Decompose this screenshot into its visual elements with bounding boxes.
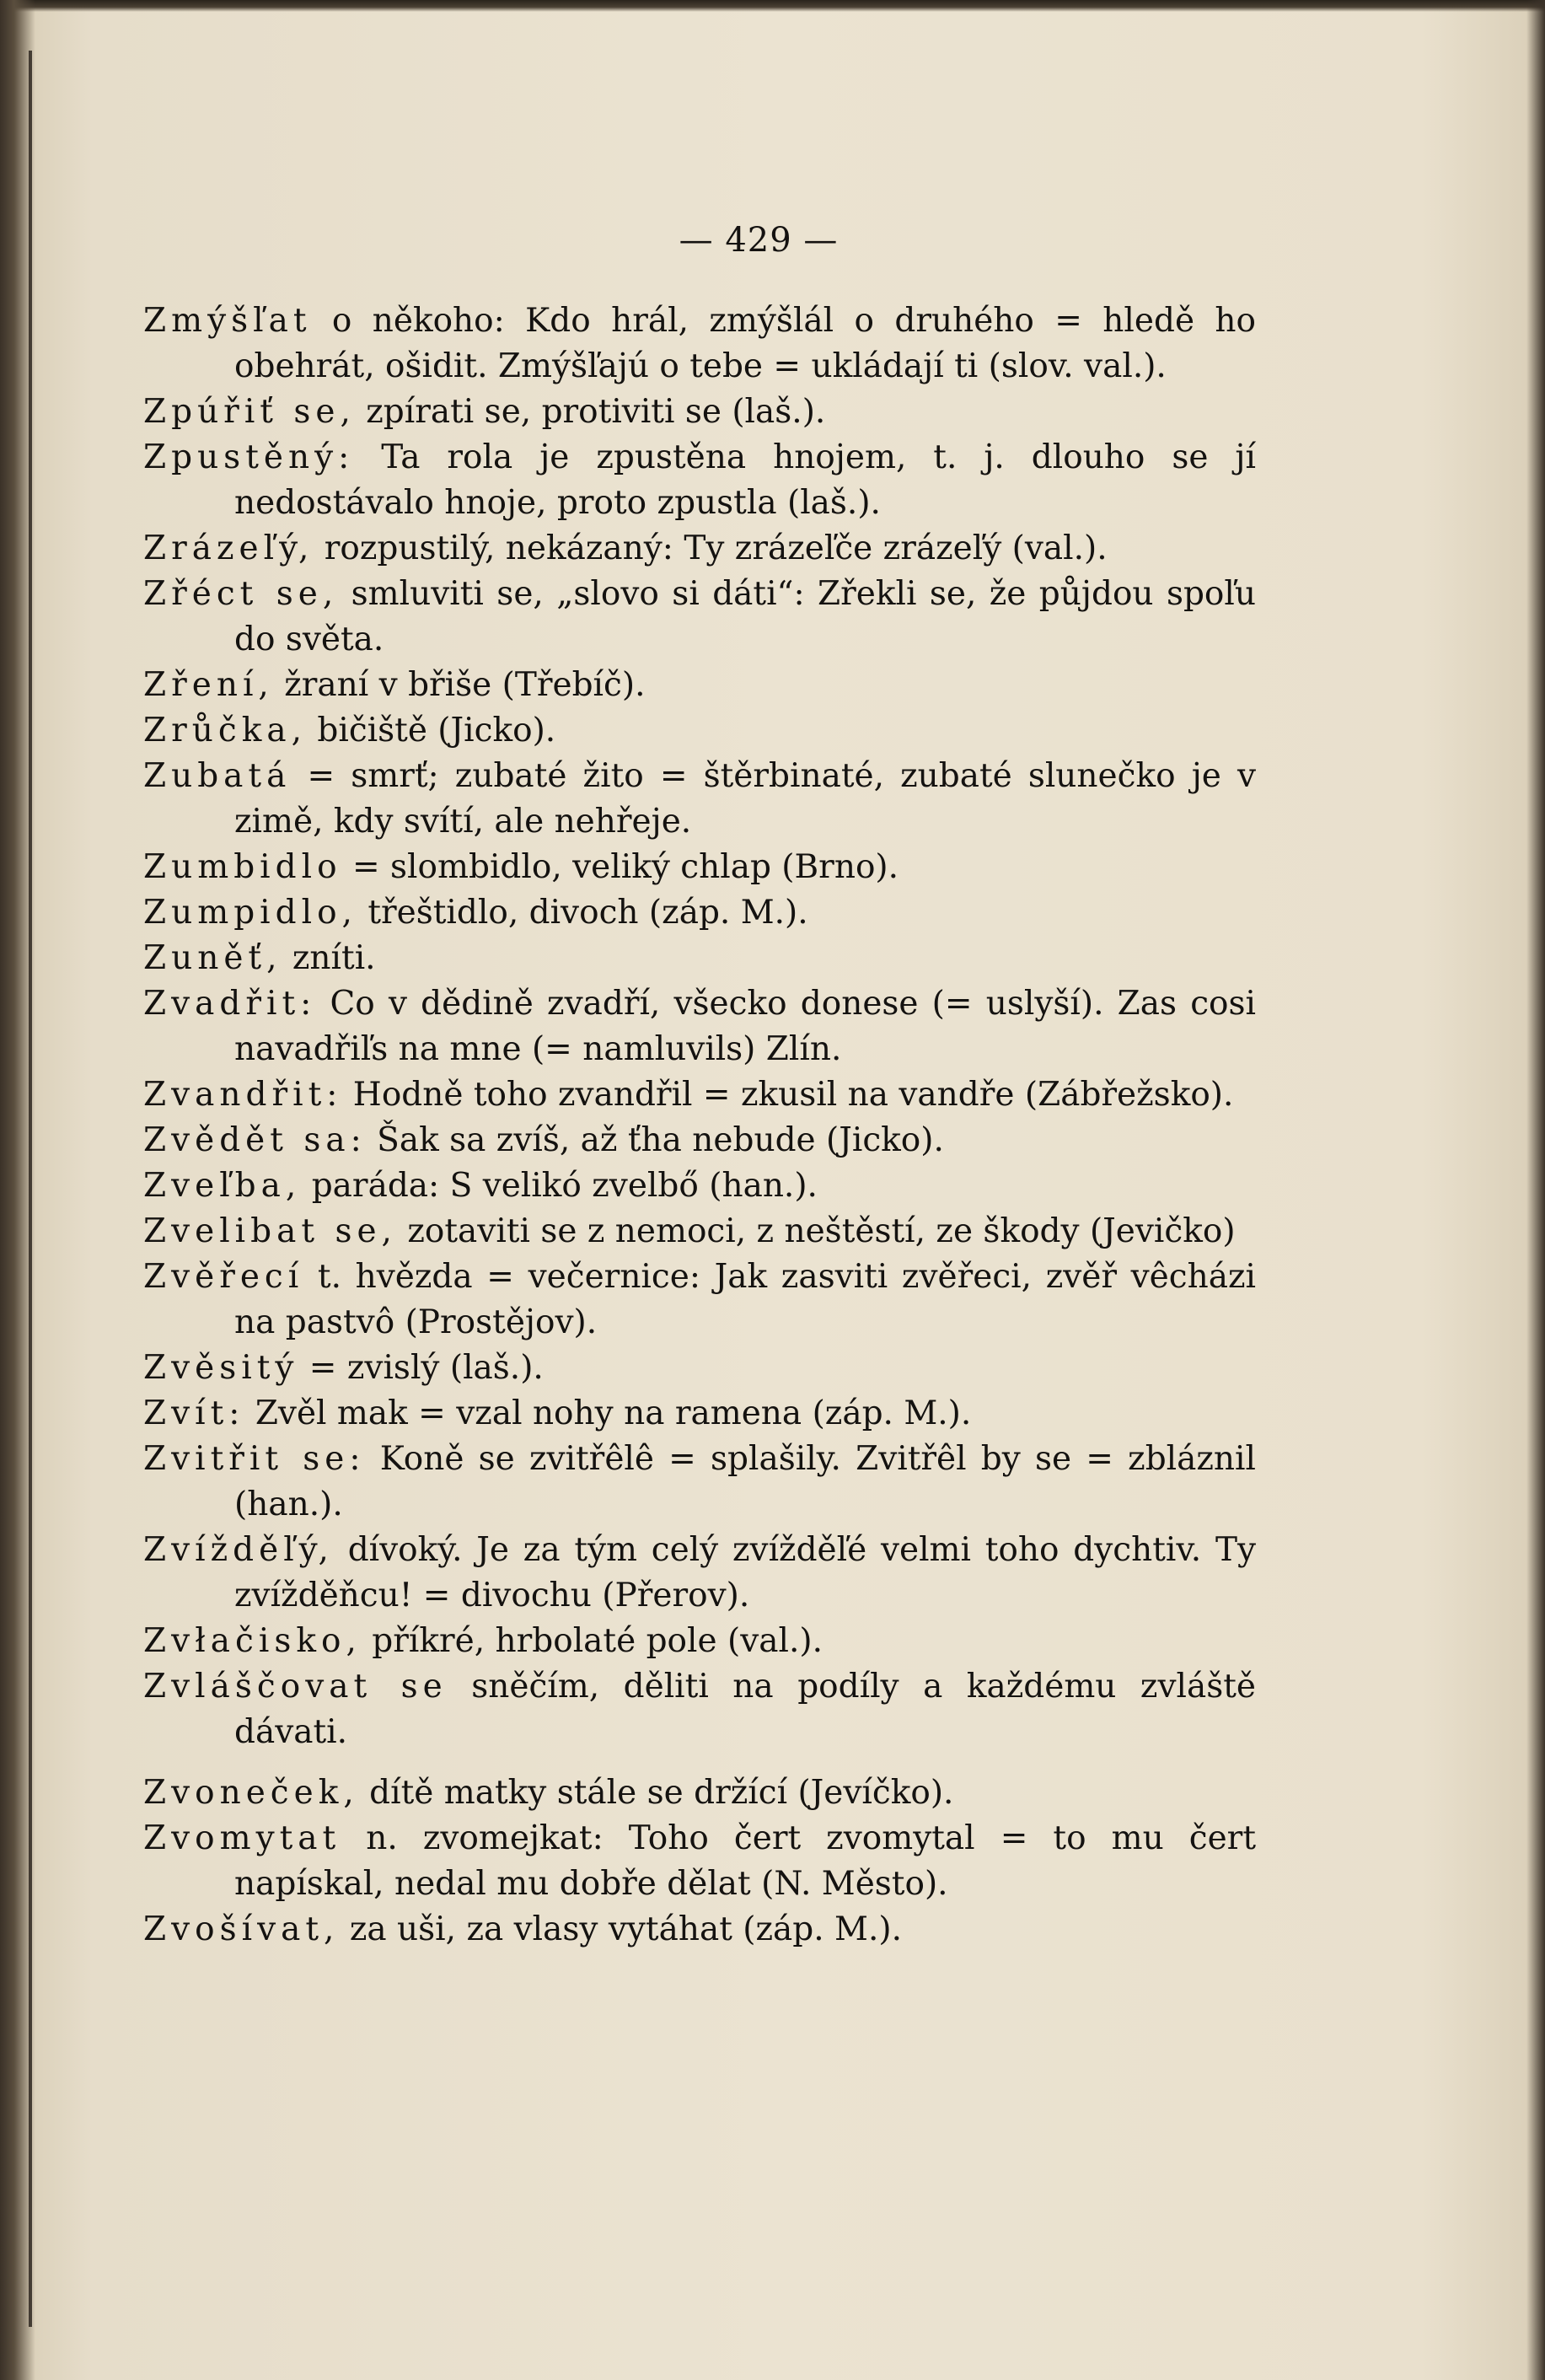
entry-definition: = smrť; zubaté žito = štěrbinaté, zubaté slunečko je v zimě, kdy svítí, ale nehřeje. — [234, 757, 1256, 841]
entry-headword: Zumbidlo — [143, 848, 342, 886]
dictionary-entry — [143, 845, 1256, 890]
dictionary-entry — [143, 1907, 1256, 1953]
dictionary-entry — [143, 663, 1256, 708]
entry-headword: Zvłačisko, — [143, 1622, 362, 1660]
entry-headword: Zvoneček, — [143, 1774, 359, 1812]
entry-definition: Zvěl mak = vzal nohy na ramena (záp. M.). — [244, 1394, 972, 1432]
entry-definition: paráda: S velikó zvelbő (han.). — [301, 1167, 818, 1205]
dictionary-entry — [143, 1816, 1256, 1907]
entry-definition: n. zvomejkat: Toho čert zvomytal = to mu čert napískal, nedal mu dobře dělat (N. Město). — [234, 1819, 1256, 1903]
entry-headword: Zpustěný: — [143, 438, 355, 476]
entry-definition: zníti. — [282, 939, 376, 977]
entry-definition: Šak sa zvíš, až ťha nebude (Jicko). — [366, 1121, 944, 1159]
entry-headword: Zvitřit se: — [143, 1440, 366, 1478]
entry-headword: Zvědět sa: — [143, 1121, 367, 1159]
entry-definition: zotaviti se z nemoci, z neštěstí, ze škody (Jevičko) — [396, 1212, 1236, 1250]
entry-definition: Koně se zvitřêlê = splašily. Zvitřêl by se = zbláznil (han.). — [234, 1440, 1256, 1523]
entry-headword: Zrázeľý, — [143, 529, 314, 567]
entry-headword: Zuněť, — [143, 939, 282, 977]
page-top-edge — [0, 0, 1545, 12]
entry-definition: dívoký. Je za tým celý zvížděľé velmi toho dychtiv. Ty zvížděňcu! = divochu (Přerov). — [234, 1531, 1256, 1614]
dictionary-entry — [143, 1770, 1256, 1816]
entry-definition: sněčím, děliti na podíly a každému zvláště dávati. — [234, 1668, 1256, 1751]
dictionary-entry — [143, 1664, 1256, 1755]
entry-definition: třeštidlo, divoch (záp. M.). — [357, 894, 808, 932]
entry-headword: Zumpidlo, — [143, 894, 357, 932]
entry-headword: Zření, — [143, 666, 274, 704]
dictionary-entry — [143, 298, 1256, 390]
entry-headword: Zveľba, — [143, 1167, 302, 1205]
entry-definition: rozpustilý, nekázaný: Ty zrázeľče zrázeľý (val.). — [314, 529, 1108, 567]
entry-headword: Zřéct se, — [143, 575, 339, 613]
entry-definition: Co v dědině zvadří, všecko donese (= uslyší). Zas cosi navadřiľs na mne (= namluvils) Zlín. — [234, 985, 1256, 1068]
entry-definition: Ta rola je zpustěna hnojem, t. j. dlouho se jí nedostávalo hnoje, proto zpustla (laš.). — [234, 438, 1256, 522]
entry-definition: Hodně toho zvandřil = zkusil na vandře (Zábřežsko). — [342, 1076, 1234, 1114]
dictionary-entry — [143, 708, 1256, 754]
page-number: — 429 — — [679, 221, 839, 260]
entry-definition: = slombidlo, veliký chlap (Brno). — [341, 848, 899, 886]
entry-headword: Zvomytat — [143, 1819, 341, 1857]
dictionary-entry — [143, 1391, 1256, 1437]
entry-headword: Zvěsitý — [143, 1349, 299, 1387]
dictionary-entry — [143, 1209, 1256, 1254]
dictionary-entry — [143, 1528, 1256, 1619]
entry-headword: Zmýšľat — [143, 302, 312, 340]
entry-headword: Zvláščovat se — [143, 1668, 448, 1706]
entry-definition: příkré, hrbolaté pole (val.). — [361, 1622, 823, 1660]
entry-headword: Zpúřiť se, — [143, 393, 356, 431]
entry-definition: o někoho: Kdo hrál, zmýšlál o druhého = hledě ho obehrát, ošidit. Zmýšľajú o tebe = ukládají ti (slov. val.). — [234, 302, 1256, 385]
entry-definition: = zvislý (laš.). — [298, 1349, 544, 1387]
dictionary-entry — [143, 1619, 1256, 1664]
dictionary-entry — [143, 936, 1256, 981]
dictionary-entry — [143, 1346, 1256, 1391]
binding-line — [29, 51, 32, 2327]
entry-headword: Zvandřit: — [143, 1076, 343, 1114]
entry-definition: dítě matky stále se držící (Jevíčko). — [358, 1774, 954, 1812]
entry-definition: t. hvězda = večernice: Jak zasviti zvěřeci, zvěř vêcházi na pastvô (Prostějov). — [234, 1258, 1256, 1341]
dictionary-entry — [143, 1254, 1256, 1346]
entry-headword: Zvížděľý, — [143, 1531, 334, 1569]
entry-definition: smluviti se, „slovo si dáti“: Zřekli se, že půjdou spoľu do světa. — [234, 575, 1256, 658]
entry-headword: Zvošívat, — [143, 1910, 340, 1948]
dictionary-entry — [143, 526, 1256, 572]
dictionary-entry — [143, 1118, 1256, 1163]
dictionary-entry — [143, 572, 1256, 663]
dictionary-entry — [143, 390, 1256, 435]
dictionary-entry — [143, 1072, 1256, 1118]
dictionary-entry — [143, 1163, 1256, 1209]
dictionary-entry — [143, 435, 1256, 526]
entry-headword: Zvelibat se, — [143, 1212, 397, 1250]
dictionary-entry — [143, 890, 1256, 936]
dictionary-entry — [143, 754, 1256, 845]
dictionary-entry — [143, 1437, 1256, 1528]
page-content — [143, 221, 1256, 1953]
entry-headword: Zubatá — [143, 757, 292, 795]
dictionary-entries — [143, 298, 1256, 1953]
entry-headword: Zvěřecí — [143, 1258, 304, 1296]
page-right-edge — [1526, 0, 1545, 2380]
entry-definition: žraní v břiše (Třebíč). — [273, 666, 646, 704]
entry-definition: za uši, za vlasy vytáhat (záp. M.). — [339, 1910, 902, 1948]
entry-headword: Zvadřit: — [143, 985, 317, 1023]
entry-definition: bičiště (Jicko). — [306, 712, 556, 749]
entry-headword: Zrůčka, — [143, 712, 307, 749]
entry-definition: zpírati se, protiviti se (laš.). — [355, 393, 826, 431]
dictionary-entry — [143, 981, 1256, 1072]
entry-headword: Zvít: — [143, 1394, 245, 1432]
